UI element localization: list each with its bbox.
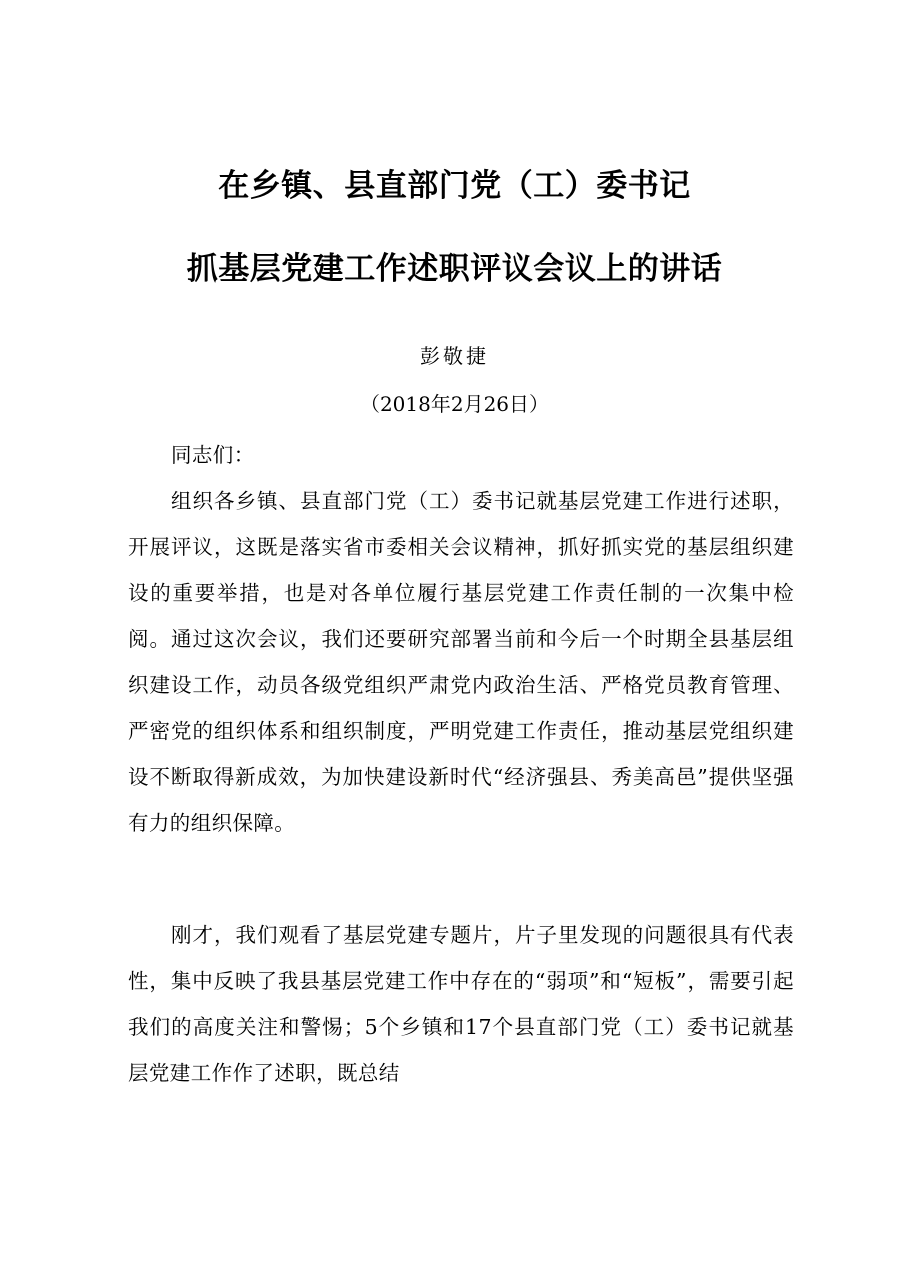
salutation: 同志们： — [171, 443, 255, 467]
document-title-line-2: 抓基层党建工作述职评议会议上的讲话 — [186, 251, 723, 287]
body-paragraph-1: 组织各乡镇、县直部门党（工）委书记就基层党建工作进行述职，开展评议，这既是落实省市委相关会议精神，抓好抓实党的基层组织建设的重要举措，也是对各单位履行基层党建工作责任制的一次集中检阅。通过这次会议，我们还要研究部署当前和今后一个时期全县基层组织建设工作，动员各级党组织严肃党内政治生活、严格党员教育管理、严密党的组织体系和组织制度，严明党建工作责任，推动基层党组织建设不断取得新成效，为加快建设新时代“经济强县、秀美高邑”提供坚强有力的组织保障。 — [128, 489, 794, 835]
body-paragraph-2: 刚才，我们观看了基层党建专题片，片子里发现的问题很具有代表性，集中反映了我县基层党建工作中存在的“弱项”和“短板”，需要引起我们的高度关注和警惕；5个乡镇和17个县直部门党（工）委书记就基层党建工作作了述职，既总结 — [128, 923, 794, 1085]
document-title-line-1: 在乡镇、县直部门党（工）委书记 — [218, 168, 691, 204]
speech-date: （2018年2月26日） — [359, 392, 550, 416]
speaker-name: 彭敬捷 — [420, 344, 489, 368]
